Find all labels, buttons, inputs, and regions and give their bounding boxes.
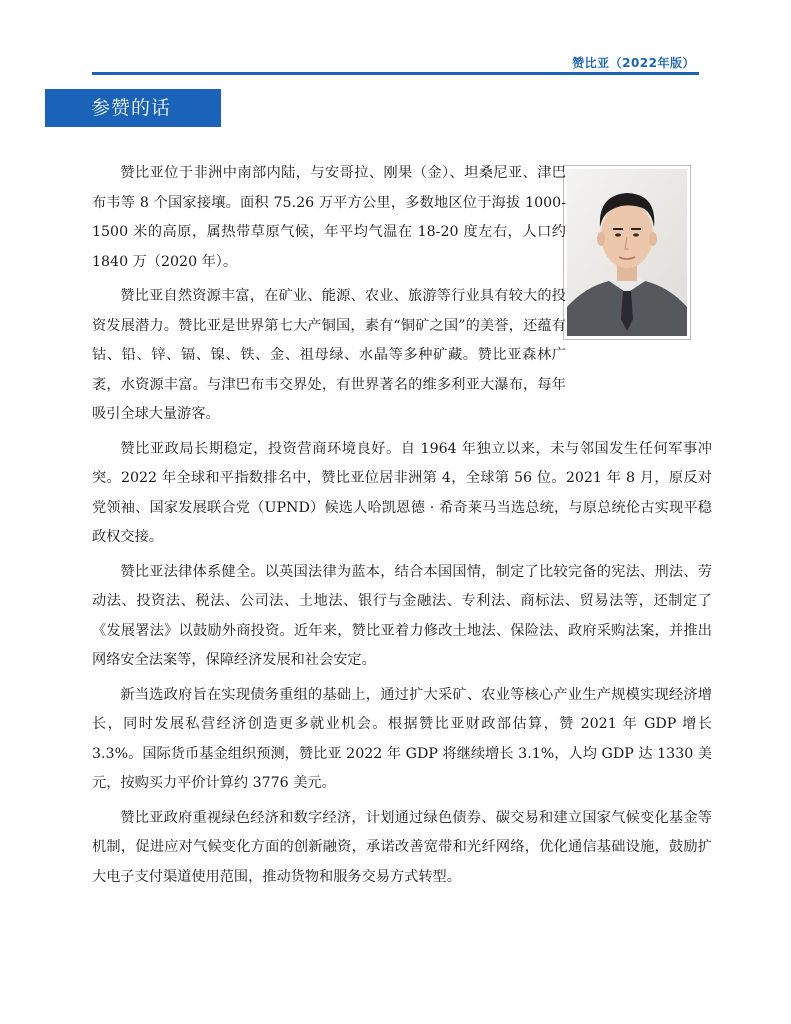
paragraph: 赞比亚自然资源丰富，在矿业、能源、农业、旅游等行业具有较大的投资发展潜力。赞比亚是世界第七大产铜国，素有“铜矿之国”的美誉，还蕴有钴、铅、锌、镉、镍、铁、金、祖母绿、水晶等多种矿藏。赞比亚森林广袤，水资源丰富。与津巴布韦交界处，有世界著名的维多利亚大瀑布，每年吸引全球大量游客。 (92, 288, 566, 422)
header-divider (92, 72, 699, 75)
paragraph: 赞比亚政局长期稳定，投资营商环境良好。自 1964 年独立以来，未与邻国发生任何军事冲突。2022 年全球和平指数排名中，赞比亚位居非洲第 4，全球第 56 位。2021 年 8 月，原反对党领袖、国家发展联合党（UPND）候选人哈凯恩德 · 希奇莱马当选总统，与原总统伦古实现平稳政权交接。 (92, 440, 712, 545)
paragraph: 新当选政府旨在实现债务重组的基础上，通过扩大采矿、农业等核心产业生产规模实现经济增长，同时发展私营经济创造更多就业机会。根据赞比亚财政部估算，赞 2021 年 GDP 增长 3.3%。国际货币基金组织预测，赞比亚 2022 年 GDP 将继续增长 3.1%，人均 GDP 达 1330 美元，按购买力平价计算约 3776 美元。 (92, 686, 712, 791)
paragraph: 赞比亚位于非洲中南部内陆，与安哥拉、刚果（金）、坦桑尼亚、津巴布韦等 8 个国家接壤。面积 75.26 万平方公里，多数地区位于海拔 1000-1500 米的高原，属热带草原气候，年平均气温在 18-20 度左右，人口约 1840 万（2020 年）。 (92, 165, 566, 270)
photo-text-wrap-spacer (572, 159, 712, 371)
article-body (92, 159, 712, 897)
paragraph: 赞比亚法律体系健全。以英国法律为蓝本，结合本国国情，制定了比较完备的宪法、刑法、劳动法、投资法、税法、公司法、土地法、银行与金融法、专利法、商标法、贸易法等，还制定了《发展署法》以鼓励外商投资。近年来，赞比亚着力修改土地法、保险法、政府采购法案，并推出网络安全法案等，保障经济发展和社会安定。 (92, 563, 712, 668)
paragraph: 赞比亚政府重视绿色经济和数字经济，计划通过绿色债券、碳交易和建立国家气候变化基金等机制，促进应对气候变化方面的创新融资，承诺改善宽带和光纤网络，优化通信基础设施，鼓励扩大电子支付渠道使用范围，推动货物和服务交易方式转型。 (92, 809, 712, 885)
section-title-banner: 参赞的话 (45, 89, 221, 127)
running-head-title: 赞比亚（2022年版） (572, 56, 695, 70)
